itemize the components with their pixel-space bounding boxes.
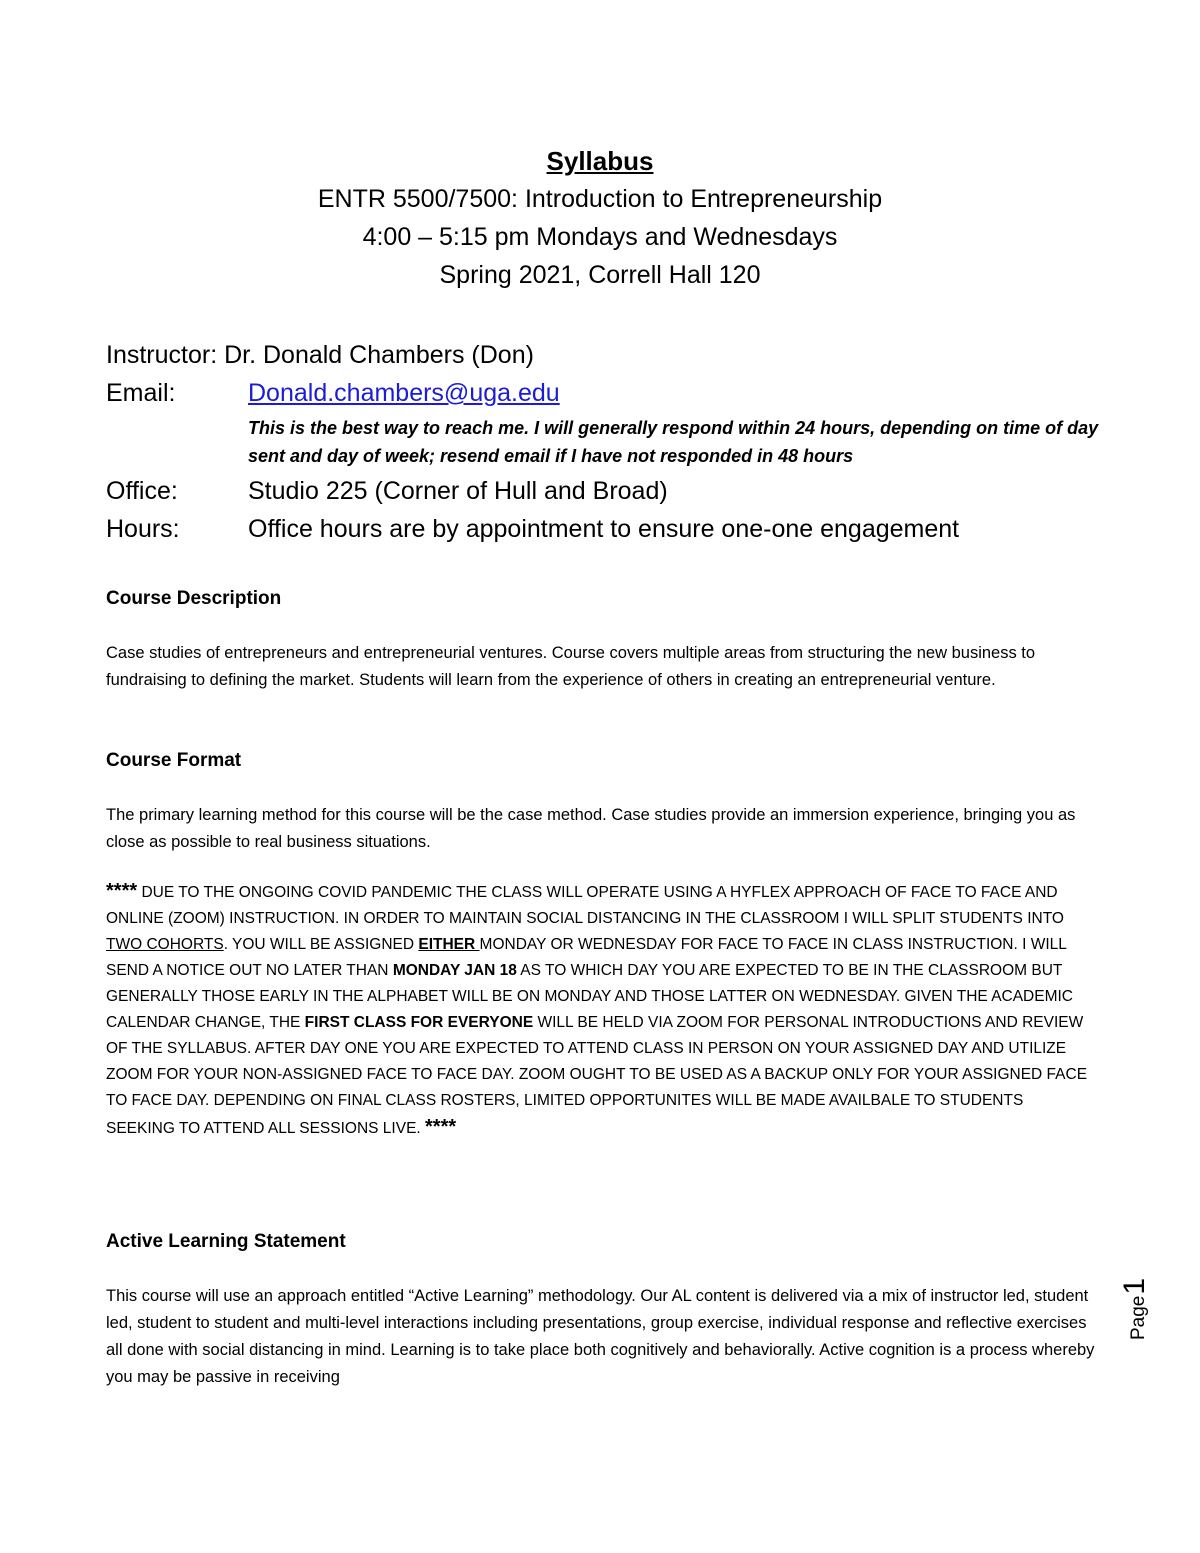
- instructor-name: Dr. Donald Chambers (Don): [224, 341, 534, 369]
- page-number: [1118, 1260, 1158, 1340]
- covid-notice-stars-open: ****: [106, 880, 138, 902]
- covid-monday-jan-18: MONDAY JAN 18: [392, 962, 517, 979]
- covid-either: EITHER: [418, 936, 480, 953]
- course-description-heading: Course Description: [106, 588, 282, 609]
- hours-row: [106, 510, 1106, 548]
- email-row: [106, 374, 1106, 412]
- covid-first-class: FIRST CLASS FOR EVERYONE: [304, 1014, 534, 1031]
- active-learning-text: This course will use an approach entitled “Active Learning” methodology. Our AL content is delivered via a mix of instructor led, student led, student to student and multi-level interactions including presentations, group exercise, individual response and reflective exercises all done with social distancing in mind. Learning is to take place both cognitively and behaviorally. Active cognition is a process whereby you may be passive in receiving: [106, 1287, 1095, 1386]
- covid-text-5: WILL BE HELD VIA ZOOM FOR PERSONAL INTRODUCTIONS AND REVIEW OF THE SYLLABUS. AFTER DAY ONE YOU ARE EXPECTED TO ATTEND CLASS IN PERSON ON YOUR ASSIGNED DAY AND UTILIZE ZOOM FOR YOUR NON-ASSIGNED FACE TO FACE DAY. ZOOM OUGHT TO BE USED AS A BACKUP ONLY FOR YOUR ASSIGNED FACE TO FACE DAY. DEPENDING ON FINAL CLASS ROSTERS, LIMITED OPPORTUNITES WILL BE MADE AVAILBALE TO STUDENTS SEEKING TO ATTEND ALL SESSIONS LIVE.: [106, 1014, 1088, 1137]
- covid-notice: [106, 878, 1096, 1142]
- office-location: Studio 225 (Corner of Hull and Broad): [248, 477, 668, 505]
- page-word: Page: [1128, 1295, 1149, 1340]
- course-description-text: Case studies of entrepreneurs and entrepreneurial ventures. Course covers multiple areas from structuring the new business to fundraising to defining the market. Students will learn from the experience of others in creating an entrepreneurial venture.: [106, 644, 1036, 689]
- email-label: Email:: [106, 379, 176, 407]
- syllabus-header: [0, 142, 1200, 294]
- covid-text-3: MONDAY OR WEDNESDAY FOR FACE TO FACE IN CLASS INSTRUCTION. I WILL SEND A NOTICE OUT NO LATER THAN: [106, 936, 1067, 979]
- covid-text-1: DUE TO THE ONGOING COVID PANDEMIC THE CLASS WILL OPERATE USING A HYFLEX APPROACH OF FACE TO FACE AND ONLINE (ZOOM) INSTRUCTION. IN ORDER TO MAINTAIN SOCIAL DISTANCING IN THE CLASSROOM I WILL SPLIT STUDENTS INTO: [106, 884, 1064, 927]
- term-location: Spring 2021, Correll Hall 120: [439, 261, 761, 289]
- email-link[interactable]: Donald.chambers@uga.edu: [248, 379, 560, 407]
- instructor-info: [106, 336, 1106, 548]
- covid-notice-stars-close: ****: [425, 1116, 457, 1138]
- course-format-section: [106, 748, 1096, 1142]
- covid-text-2: . YOU WILL BE ASSIGNED: [223, 936, 419, 953]
- covid-text-4: AS TO WHICH DAY YOU ARE EXPECTED TO BE IN THE CLASSROOM BUT GENERALLY THOSE EARLY IN THE ALPHABET WILL BE ON MONDAY AND THOSE LATTER ON WEDNESDAY. GIVEN THE ACADEMIC CALENDAR CHANGE, THE: [106, 962, 1074, 1031]
- office-label: Office:: [106, 477, 178, 505]
- page-title: Syllabus: [546, 146, 654, 176]
- instructor-label: Instructor:: [106, 341, 225, 369]
- instructor-row: [106, 336, 1106, 374]
- course-title: ENTR 5500/7500: Introduction to Entrepreneurship: [317, 185, 883, 213]
- hours-label: Hours:: [106, 515, 180, 543]
- course-description-section: [106, 586, 1096, 694]
- page-number-value: 1: [1118, 1277, 1151, 1295]
- course-format-heading: Course Format: [106, 750, 242, 771]
- class-time: 4:00 – 5:15 pm Mondays and Wednesdays: [362, 223, 838, 251]
- office-hours: Office hours are by appointment to ensure one-one engagement: [248, 515, 960, 543]
- active-learning-heading: Active Learning Statement: [106, 1231, 346, 1252]
- covid-two-cohorts: TWO COHORTS: [106, 936, 224, 953]
- email-note: This is the best way to reach me. I will generally respond within 24 hours, depending on time of day sent and day of week; resend email if I have not responded in 48 hours: [248, 418, 1099, 466]
- active-learning-section: [106, 1229, 1096, 1391]
- office-row: [106, 472, 1106, 510]
- course-format-text: The primary learning method for this course will be the case method. Case studies provide an immersion experience, bringing you as close as possible to real business situations.: [106, 806, 1076, 851]
